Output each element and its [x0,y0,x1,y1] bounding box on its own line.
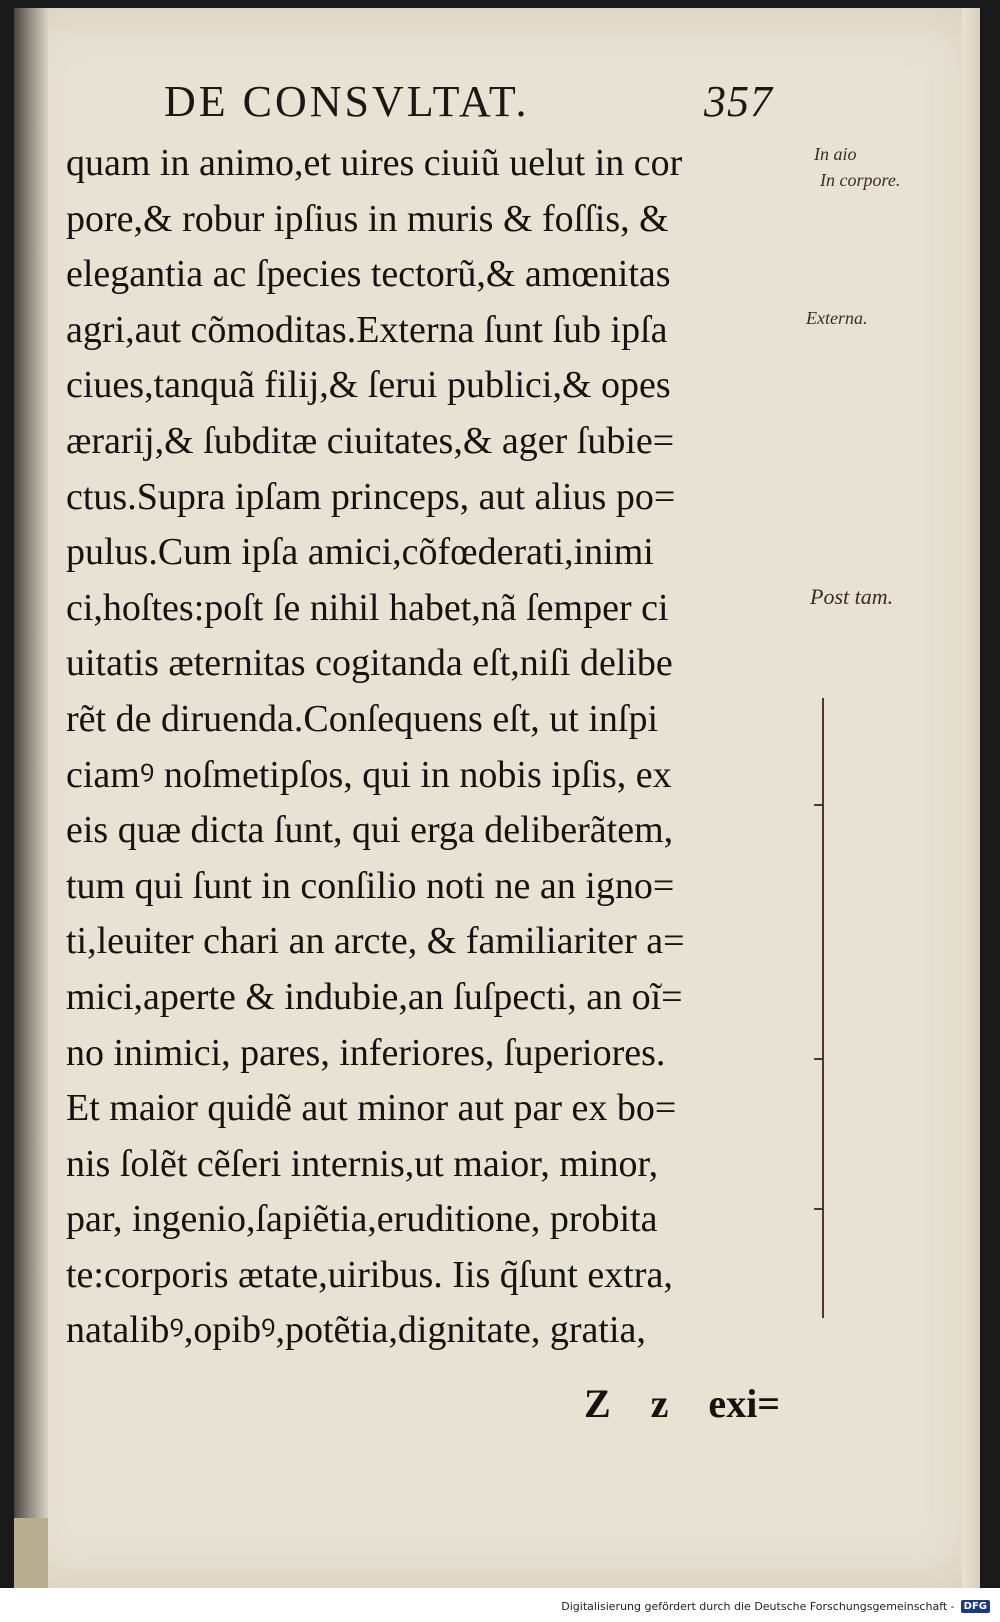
text-line: par, ingenio,ſapiẽtia,eruditione, probita [66,1198,658,1241]
dfg-logo: DFG [961,1600,990,1613]
book-page [14,8,980,1588]
marginal-note: Externa. [806,308,868,328]
text-line: ærarij,& ſubditæ ciuitates,& ager ſubie= [66,419,675,462]
text-line: Et maior quidẽ aut minor aut par ex bo= [66,1087,677,1130]
marginal-note: Post tam. [810,584,894,609]
bracket-tick [814,804,824,806]
body-text [66,136,816,1359]
catchword: Z z exi= [584,1381,781,1426]
running-title: DE CONSVLTAT. [164,77,530,126]
text-line: ctus.Supra ipſam princeps, aut alius po= [66,475,676,518]
text-line: uitatis æternitas cogitanda eſt,niſi delibe [66,642,673,685]
text-line: nis ſolẽt cẽſeri internis,ut maior, minor, [66,1142,659,1185]
text-line: elegantia ac ſpecies tectorũ,& amœnitas [66,253,671,296]
page-gutter [14,8,48,1588]
margin-bracket [822,698,838,1318]
text-line: tum qui ſunt in conſilio noti ne an igno= [66,864,675,907]
text-line: te:corporis ætate,uiribus. Iis q̃ſunt extra, [66,1253,673,1296]
footer-credit: Digitalisierung gefördert durch die Deutsche Forschungsgemeinschaft - [561,1600,955,1613]
marginal-note: In aio [814,144,857,164]
text-line: quam in animo,et uires ciuiũ uelut in cor [66,142,683,184]
bracket-tick [814,1058,824,1060]
digitization-footer [0,1588,1000,1622]
page-gutter-corner [14,1518,48,1588]
text-line: natalibꝰ,opibꝰ,potẽtia,dignitate, gratia, [66,1309,646,1352]
page-edge [962,8,980,1588]
text-line: ciues,tanquã filij,& ſerui publici,& opes [66,364,671,407]
text-line: rẽt de diruenda.Conſequens eſt, ut inſpi [66,697,659,740]
text-line: eis quæ dicta ſunt, qui erga deliberãtem, [66,809,674,852]
marginal-note: In corpore. [820,170,901,190]
page-number: 357 [704,77,773,126]
bracket-tick [814,1208,824,1210]
text-line: ciamꝰ noſmetipſos, qui in nobis ipſis, ex [66,753,672,796]
text-line: no inimici, pares, inferiores, ſuperiores. [66,1031,666,1074]
text-line: ti,leuiter chari an arcte, & familiariter a= [66,920,685,963]
text-line: mici,aperte & indubie,an ſuſpecti, an oĩ= [66,975,683,1018]
text-line: agri,aut cõmoditas.Externa ſunt ſub ipſa [66,308,668,351]
text-line: pore,& robur ipſius in muris & foſſis, & [66,197,669,240]
text-line: pulus.Cum ipſa amici,cõfœderati,inimi [66,531,654,574]
text-line: ci,hoſtes:poſt ſe nihil habet,nã ſemper ci [66,586,669,629]
